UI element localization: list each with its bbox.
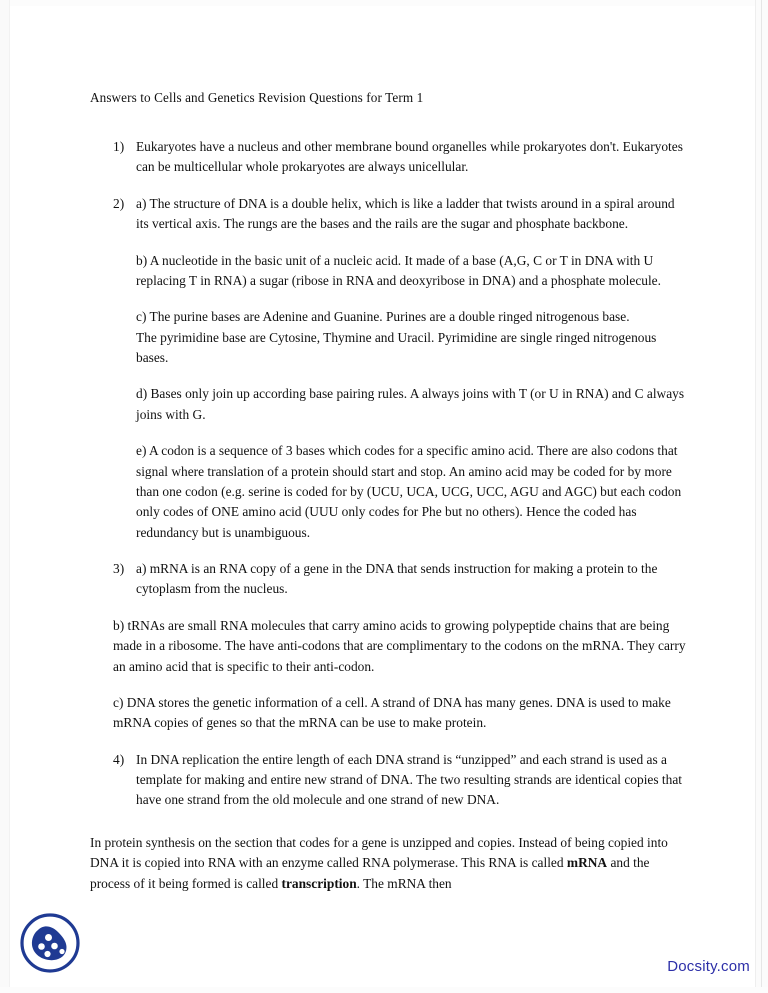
closing-segment-2: and the process of it being formed is called bbox=[90, 855, 650, 891]
document-title: Answers to Cells and Genetics Revision Questions for Term 1 bbox=[90, 90, 424, 105]
page-edge-top bbox=[0, 0, 768, 6]
list-item-text: a) The structure of DNA is a double helix, which is like a ladder that twists around in a spiral around its vertical axis. The rungs are the bases and the rails are the sugar and phosphate backbone. bbox=[136, 195, 675, 232]
closing-bold-transcription: transcription bbox=[281, 875, 357, 891]
page-edge-bottom bbox=[0, 987, 768, 993]
list-marker: 2) bbox=[113, 195, 125, 211]
paragraph-2e: e) A codon is a sequence of 3 bases which codes for a specific amino acid. There are also codons that signal where translation of a protein should start and stop. An amino acid may be coded for by more than one codon (e.g. serine is coded for by (UCU, UCA, UCG, UCC, AGU and AGC) but each codon only codes of ONE amino acid (UUU only codes for Phe but no others). Hence the coded has redundancy but is unambiguous. bbox=[136, 443, 682, 540]
docsity-cookie-logo-icon bbox=[18, 911, 82, 975]
paragraph-2c-line2: The pyrimidine base are Cytosine, Thymine and Uracil. Pyrimidine are single ringed nitrogenous bases. bbox=[136, 329, 657, 365]
list-marker: 3) bbox=[113, 561, 125, 576]
closing-bold-mrna: mRNA bbox=[566, 855, 608, 871]
list-item bbox=[90, 194, 690, 235]
list-marker: 4) bbox=[113, 751, 125, 767]
list-item bbox=[90, 559, 690, 600]
list-item bbox=[90, 137, 690, 178]
list-marker: 1) bbox=[113, 139, 125, 154]
paragraph-2c-line1: c) The purine bases are Adenine and Guanine. Purines are a double ringed nitrogenous base. bbox=[136, 309, 630, 325]
list-item-text: Eukaryotes have a nucleus and other membrane bound organelles while prokaryotes don't. Eukaryotes can be multicellular whole prokaryotes are always unicellular. bbox=[136, 139, 683, 175]
page-edge-right bbox=[755, 0, 768, 993]
paragraph-2d: d) Bases only join up according base pairing rules. A always joins with T (or U in RNA) and C always joins with G. bbox=[136, 386, 685, 422]
closing-segment-3: . The mRNA then bbox=[356, 875, 452, 891]
closing-paragraph bbox=[90, 833, 690, 894]
paragraph-3c: c) DNA stores the genetic information of a cell. A strand of DNA has many genes. DNA is used to make mRNA copies of genes so that the mRNA can be use to make protein. bbox=[113, 694, 671, 731]
docsity-brand-text: Docsity.com bbox=[667, 958, 750, 975]
list-item-text: a) mRNA is an RNA copy of a gene in the DNA that sends instruction for making a protein to the cytoplasm from the nucleus. bbox=[136, 561, 658, 597]
list-item bbox=[90, 750, 690, 811]
list-item-text: In DNA replication the entire length of each DNA strand is “unzipped” and each strand is used as a template for making and entire new strand of DNA. The two resulting strands are identical copies that have one strand from the old molecule and one strand of new DNA. bbox=[136, 751, 683, 808]
paragraph-3b: b) tRNAs are small RNA molecules that carry amino acids to growing polypeptide chains that are being made in a ribosome. The have anti-codons that are complimentary to the codons on the mRNA. They carry an amino acid that is specific to their anti-codon. bbox=[113, 617, 686, 674]
closing-segment-1: In protein synthesis on the section that codes for a gene is unzipped and copies. Instead of being copied into DNA it is copied into RNA with an enzyme called RNA polymerase. This RNA is called bbox=[90, 834, 668, 871]
paragraph-2b: b) A nucleotide in the basic unit of a nucleic acid. It made of a base (A,G, C or T in DNA with U replacing T in RNA) a sugar (ribose in RNA and deoxyribose in DNA) and a phosphate molecule. bbox=[136, 252, 661, 288]
document-body bbox=[90, 137, 690, 906]
page-edge-left bbox=[0, 0, 10, 993]
